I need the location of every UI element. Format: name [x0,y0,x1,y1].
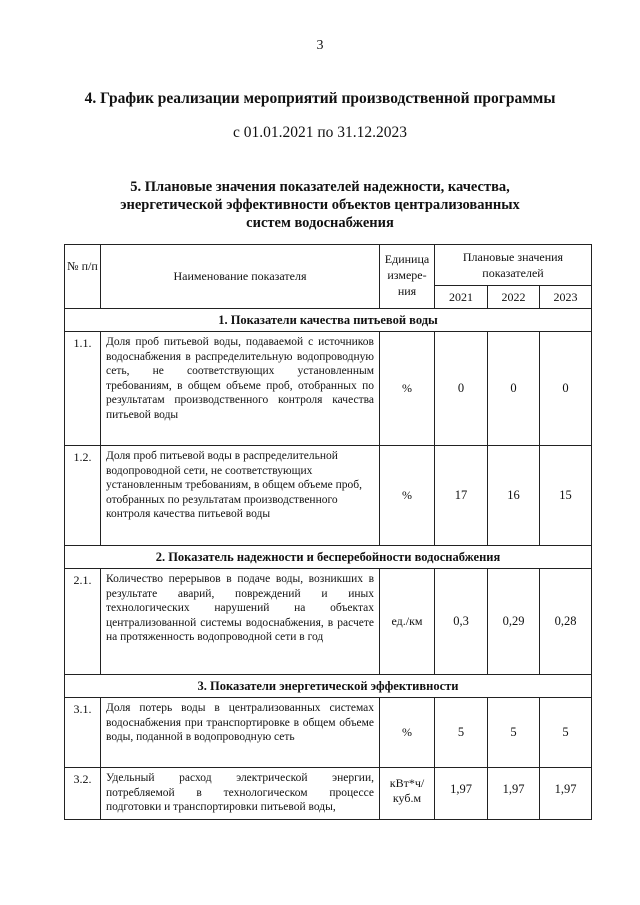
section4-title: 4. График реализации мероприятий производственной программы [84,90,556,107]
section-row [65,309,592,332]
table-row [65,332,592,446]
header-year: 2023 [540,286,592,309]
row-value-2023: 5 [540,698,592,768]
row-num: 3.2. [65,768,101,820]
row-name: Удельный расход электрической энергии, потребляемой в технологическом процессе подготовки и транспортировки питьевой воды, [101,768,380,820]
row-value-2021: 17 [435,446,488,546]
table-row [65,569,592,675]
row-value-2023: 0 [540,332,592,446]
row-unit: кВт*ч/ куб.м [380,768,435,820]
row-name: Доля проб питьевой воды в распределительной водопроводной сети, не соответствующих установленным требованиям, в общем объеме проб, отобранных по результатам производственного контроля качества питьевой воды [101,446,380,546]
row-unit: % [380,446,435,546]
section-title: 2. Показатель надежности и бесперебойности водоснабжения [65,546,592,569]
row-value-2021: 0,3 [435,569,488,675]
row-value-2023: 0,28 [540,569,592,675]
section-row [65,675,592,698]
row-value-2022: 16 [488,446,540,546]
row-unit: % [380,332,435,446]
row-name: Доля проб питьевой воды, подаваемой с источников водоснабжения в распределительную водопроводную сеть, не соответствующих установленным требованиям, в общем объеме проб, отобранных по результатам производственного контроля качества питьевой воды [101,332,380,446]
row-unit: ед./км [380,569,435,675]
section-row [65,546,592,569]
header-year: 2022 [488,286,540,309]
table-header-row [65,245,592,286]
header-name: Наименование показателя [101,245,380,309]
section5-title-line: систем водоснабжения [246,215,394,231]
row-unit: % [380,698,435,768]
indicators-table [64,244,592,820]
section5-title-line: энергетической эффективности объектов централизованных [120,197,520,213]
row-name: Количество перерывов в подаче воды, возникших в результате аварий, повреждений и иных технологических нарушений на объектах централизованной системы водоснабжения, в расчете на протяженность водопроводной сети в год [101,569,380,675]
section-title: 1. Показатели качества питьевой воды [65,309,592,332]
section5-title [80,178,560,232]
row-value-2022: 0 [488,332,540,446]
row-value-2023: 1,97 [540,768,592,820]
page-number: 3 [316,38,324,53]
row-num: 2.1. [65,569,101,675]
row-value-2021: 5 [435,698,488,768]
row-value-2022: 0,29 [488,569,540,675]
row-value-2023: 15 [540,446,592,546]
header-num: № п/п [65,245,101,309]
row-num: 1.2. [65,446,101,546]
header-unit: Единица измере-ния [380,245,435,309]
row-value-2021: 0 [435,332,488,446]
section4-period: с 01.01.2021 по 31.12.2023 [232,124,408,141]
header-plan: Плановые значения показателей [435,245,592,286]
table-row [65,768,592,820]
row-value-2022: 1,97 [488,768,540,820]
row-name: Доля потерь воды в централизованных системах водоснабжения при транспортировке в общем объеме воды, поданной в водопроводную сеть [101,698,380,768]
section-title: 3. Показатели энергетической эффективности [65,675,592,698]
section5-title-line: 5. Плановые значения показателей надежности, качества, [130,179,510,195]
row-num: 3.1. [65,698,101,768]
row-num: 1.1. [65,332,101,446]
table-row [65,698,592,768]
table-row [65,446,592,546]
header-year: 2021 [435,286,488,309]
row-value-2022: 5 [488,698,540,768]
row-value-2021: 1,97 [435,768,488,820]
